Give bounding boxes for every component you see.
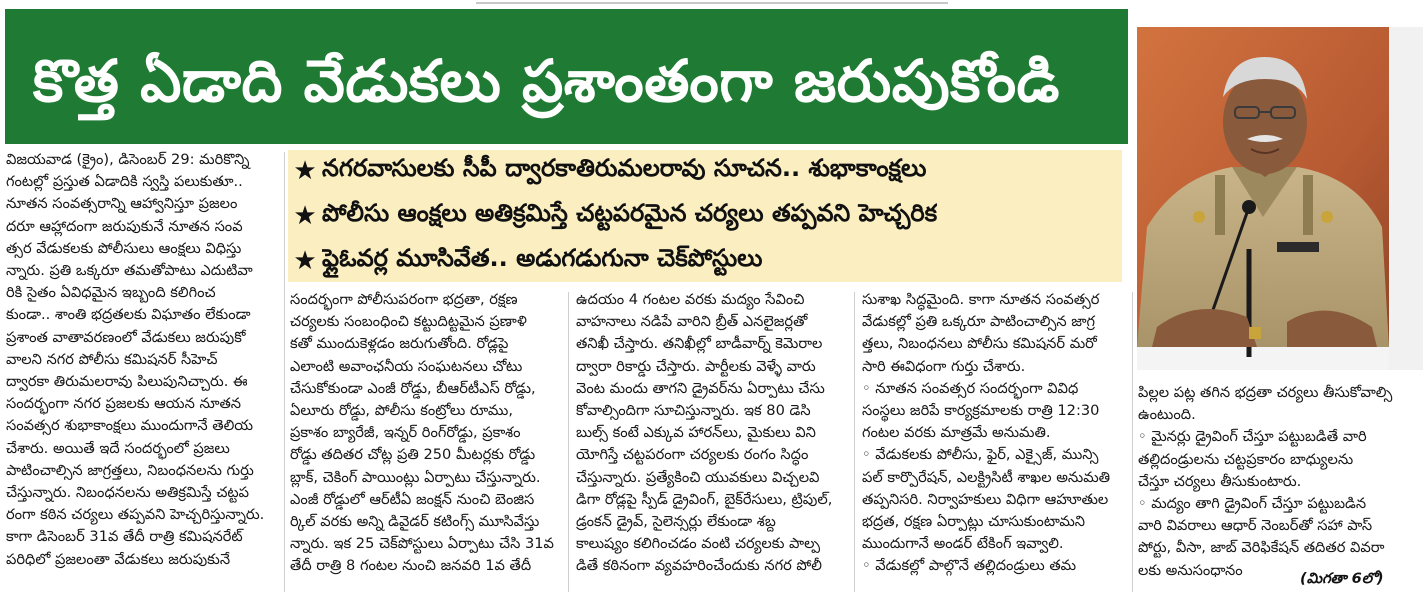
kicker-item — [288, 196, 1122, 236]
text-line: త్సర వేడుకలకు పోలీసులు ఆంక్షలు విధిస్తు — [6, 239, 242, 257]
star-icon: ★ — [293, 201, 317, 231]
headline-band — [5, 9, 1128, 144]
text-line: కుండా.. శాంతి భద్రతలకు విఘాతం లేకుండా — [6, 306, 251, 324]
text-line: కోవాల్సిందిగా సూచిస్తున్నారు. ఇక 80 డెసి — [576, 402, 811, 420]
text-line: రోడ్డు తదితర చోట్ల ప్రతి 250 మీటర్లకు రోడ్డు — [290, 446, 536, 464]
continued-marker: (మిగతా 6లో) — [1300, 570, 1384, 587]
top-rule — [476, 2, 948, 4]
text-line: వేడుకల్లో ప్రతి ఒక్కరూ పాటించాల్సిన జాగ్ర — [862, 313, 1096, 331]
text-line: చేస్తున్నారు. ప్రత్యేకించి యువకులు విచ్చలవి — [576, 468, 820, 486]
text-line: చర్యలకు సంబంధించి కట్టుదిట్టమైన ప్రణాళి — [290, 313, 527, 331]
text-line: డితే కఠినంగా వ్యవహరించేందుకు నగర పోలీ — [576, 557, 822, 575]
text-line: ద్వారకా తిరుమలరావు పిలుపునిచ్చారు. ఈ — [6, 373, 248, 391]
text-line: గంటల వరకు మాత్రమే అనుమతి. — [862, 424, 1051, 442]
star-icon: ★ — [293, 156, 317, 186]
text-line: చేస్తున్నారు. నిబంధనలను అతిక్రమిస్తే చట్టప — [6, 484, 250, 502]
text-line: వెంట మందు తాగని డ్రైవర్‌ను ఏర్పాటు చేసు — [576, 379, 825, 397]
text-line: కాగా డిసెంబర్ 31వ తేదీ రాత్రి కమిషనరేట్ — [6, 528, 243, 546]
text-line: తనిఖీ చేస్తారు. తనిఖీల్లో బాడీవార్న్ కెమెరాల — [576, 335, 823, 353]
text-line: ◦ నూతన సంవత్సర సందర్భంగా వివిధ — [862, 379, 1079, 397]
text-line: రికి సైతం ఏవిధమైన ఇబ్బంది కలిగించ — [6, 284, 216, 302]
headline: కొత్త ఏడాది వేడుకలు ప్రశాంతంగా జరుపుకోండి — [33, 47, 1060, 115]
text-line: వాహనాలు నడిపే వారిని బ్రీత్ ఎనలైజర్లతో — [576, 313, 808, 331]
text-line: పోర్టు, వీసా, జాబ్ వెరిఫికేషన్ తదితర వివరా — [1138, 539, 1385, 557]
text-line: తేదీ రాత్రి 8 గంటల నుంచి జనవరి 1వ తేదీ — [290, 557, 532, 575]
text-line: గంటల్లో ప్రస్తుత ఏడాదికి స్వస్తి పలుకుతూ.. — [6, 173, 243, 191]
text-line: సంవత్సర శుభాకాంక్షలు ముందుగానే తెలియ — [6, 417, 254, 435]
kicker-item — [288, 241, 1122, 281]
text-line: నూతన సంవత్సరాన్ని ఆహ్వానిస్తూ ప్రజలం — [6, 195, 238, 213]
text-line: డ్రంకన్ డ్రైవ్, సైలెన్సర్లు లేకుండా శబ్ద — [576, 513, 776, 531]
column-divider — [568, 292, 569, 592]
text-line: సందర్భంగా పోలీసుపరంగా భద్రతా, రక్షణ — [290, 291, 518, 308]
kicker-text: పోలీసు ఆంక్షలు అతిక్రమిస్తే చట్టపరమైన చర్యలు తప్పవని హెచ్చరిక — [322, 199, 938, 227]
star-icon: ★ — [293, 246, 317, 276]
article-column-1 — [6, 149, 278, 571]
article-column-5 — [1138, 382, 1422, 582]
text-line: చేస్తూ చర్యలు తీసుకుంటారు. — [1138, 472, 1302, 490]
text-line: కాలుష్యం కలిగించడం వంటి చర్యలకు పాల్ప — [576, 535, 821, 553]
kicker-item — [288, 151, 1122, 191]
text-line: ◦ వేడుకలకు పోలీసు, ఫైర్, ఎక్సైజ్, మున్సి — [862, 446, 1099, 464]
column-divider — [854, 292, 855, 592]
text-line: చేసుకోకుండా ఎంజీ రోడ్డు, బీఆర్‌టీఎస్ రోడ్డు, — [290, 379, 536, 397]
officer-photo — [1137, 27, 1389, 370]
text-line: పిల్లల పట్ల తగిన భద్రతా చర్యలు తీసుకోవాల్సి — [1138, 384, 1393, 401]
text-line: విజయవాడ (క్రైం), డిసెంబర్ 29: మరికొన్ని — [6, 151, 250, 168]
text-line: తల్లిదండ్రులను చట్టప్రకారం బాధ్యులను — [1138, 450, 1354, 468]
officer-portrait-image — [1137, 27, 1389, 370]
text-line: వాలని నగర పోలీసు కమిషనర్ సీహెచ్ — [6, 350, 218, 368]
text-line: రంగా కఠిన చర్యలు తప్పవని హెచ్చరిస్తున్నారు. — [6, 506, 265, 524]
text-line: డిగా రోడ్లపై స్పీడ్ డ్రైవింగ్, బైక్‌రేసులు, ట్రిపుల్, — [576, 490, 833, 508]
text-line: న్నారు. ఇక 25 చెక్‌పోస్టులు ఏర్పాటు చేసి 31వ — [290, 535, 554, 553]
article-column-4 — [862, 289, 1128, 578]
text-line: ◦ మద్యం తాగి డ్రైవింగ్ చేస్తూ పట్టుబడిన — [1138, 495, 1367, 513]
text-line: ప్రకాశం బ్యారేజీ, ఇన్నర్ రింగ్‌రోడ్డు, ప్రకాశం — [290, 424, 521, 442]
text-line: సుశాఖ సిద్ధమైంది. కాగా నూతన సంవత్సర — [862, 291, 1100, 308]
text-line: ◦ వేడుకల్లో పాల్గొనే తల్లిదండ్రులు తమ — [862, 557, 1077, 575]
kicker-text: నగరవాసులకు సీపీ ద్వారకాతిరుమలరావు సూచన.. శుభాకాంక్షలు — [322, 154, 927, 182]
text-line: సంస్థలు జరిపే కార్యక్రమాలకు రాత్రి 12:30 — [862, 402, 1100, 420]
kicker-text: ఫ్లైఓవర్ల మూసివేత.. అడుగడుగునా చెక్‌పోస్టులు — [322, 244, 763, 272]
text-line: ఏలూరు రోడ్డు, పోలీసు కంట్రోలు రూము, — [290, 402, 513, 420]
text-line: యోగిస్తే చట్టపరంగా చర్యలకు రంగం సిద్ధం — [576, 446, 809, 464]
text-line: సారి ఈవిధంగా గుర్తు చేశారు. — [862, 357, 1026, 375]
text-line: ఎలాంటి అవాంఛనీయ సంఘటనలు చోటు — [290, 357, 523, 375]
text-line: పల్ కార్పొరేషన్, ఎలక్ట్రిసిటీ శాఖల అనుమతి — [862, 468, 1111, 486]
text-line: బుల్స్ కంటే ఎక్కువ హారన్‌లు, మైకులు విని — [576, 424, 816, 442]
text-line: కతో ముందుకెళ్లడం జరుగుతోంది. రోడ్లపై — [290, 335, 509, 353]
text-line: పాటించాల్సిన జాగ్రత్తలు, నిబంధనలను గుర్తు — [6, 461, 254, 479]
text-line: సందర్భంగా నగర ప్రజలకు ఆయన నూతన — [6, 395, 242, 413]
kicker-box — [288, 150, 1122, 282]
text-line: ర్కిల్ వరకు అన్ని డివైడర్ కటింగ్స్ మూసివేస్తు — [290, 513, 540, 531]
text-line: ముందుగానే అండర్ టేకింగ్ ఇవ్వాలి. — [862, 535, 1064, 553]
article-column-3 — [576, 289, 846, 578]
text-line: తప్పనిసరి. నిర్వాహకులు విధిగా ఆహూతుల — [862, 490, 1109, 508]
photo-margin — [1389, 27, 1423, 370]
text-line: ◦ మైనర్లు డ్రైవింగ్ చేస్తూ పట్టుబడితే వారి — [1138, 428, 1367, 446]
text-line: ఉదయం 4 గంటల వరకు మద్యం సేవించి — [576, 291, 805, 308]
text-line: బ్లాక్, చెకింగ్ పాయింట్లు ఏర్పాటు చేస్తున్నారు. — [290, 468, 541, 486]
text-line: లకు అనుసంధానం — [1138, 561, 1243, 579]
text-line: న్నారు. ప్రతి ఒక్కరూ తమతోపాటు ఎదుటివా — [6, 262, 253, 280]
text-line: చేశారు. అయితే ఇదే సందర్భంలో ప్రజలు — [6, 439, 230, 457]
text-line: వారి వివరాలు ఆధార్ నెంబర్‌తో సహా పాస్ — [1138, 517, 1373, 535]
text-line: ద్వారా రికార్డు చేస్తారు. పార్టీలకు వెళ్ళే వారు — [576, 357, 816, 375]
text-line: భద్రత, రక్షణ ఏర్పాట్లు చూసుకుంటామని — [862, 513, 1086, 531]
text-line: దరూ ఆహ్లాదంగా జరుపుకునే నూతన సంవ — [6, 217, 243, 235]
column-divider — [284, 152, 285, 592]
text-line: త్తలు, నిబంధనలు పోలీసు కమిషనర్ మరో — [862, 335, 1097, 353]
column-divider — [1132, 292, 1133, 592]
text-line: పరిధిలో ప్రజలంతా వేడుకలు జరుపుకునే — [6, 550, 231, 568]
text-line: ప్రశాంత వాతావరణంలో వేడుకలు జరుపుకో — [6, 328, 246, 346]
text-line: ఉంటుంది. — [1138, 406, 1196, 424]
article-column-2 — [290, 289, 560, 578]
text-line: ఎంజీ రోడ్డులో ఆర్‌టీఏ జంక్షన్ నుంచి బెంజిస — [290, 490, 535, 508]
